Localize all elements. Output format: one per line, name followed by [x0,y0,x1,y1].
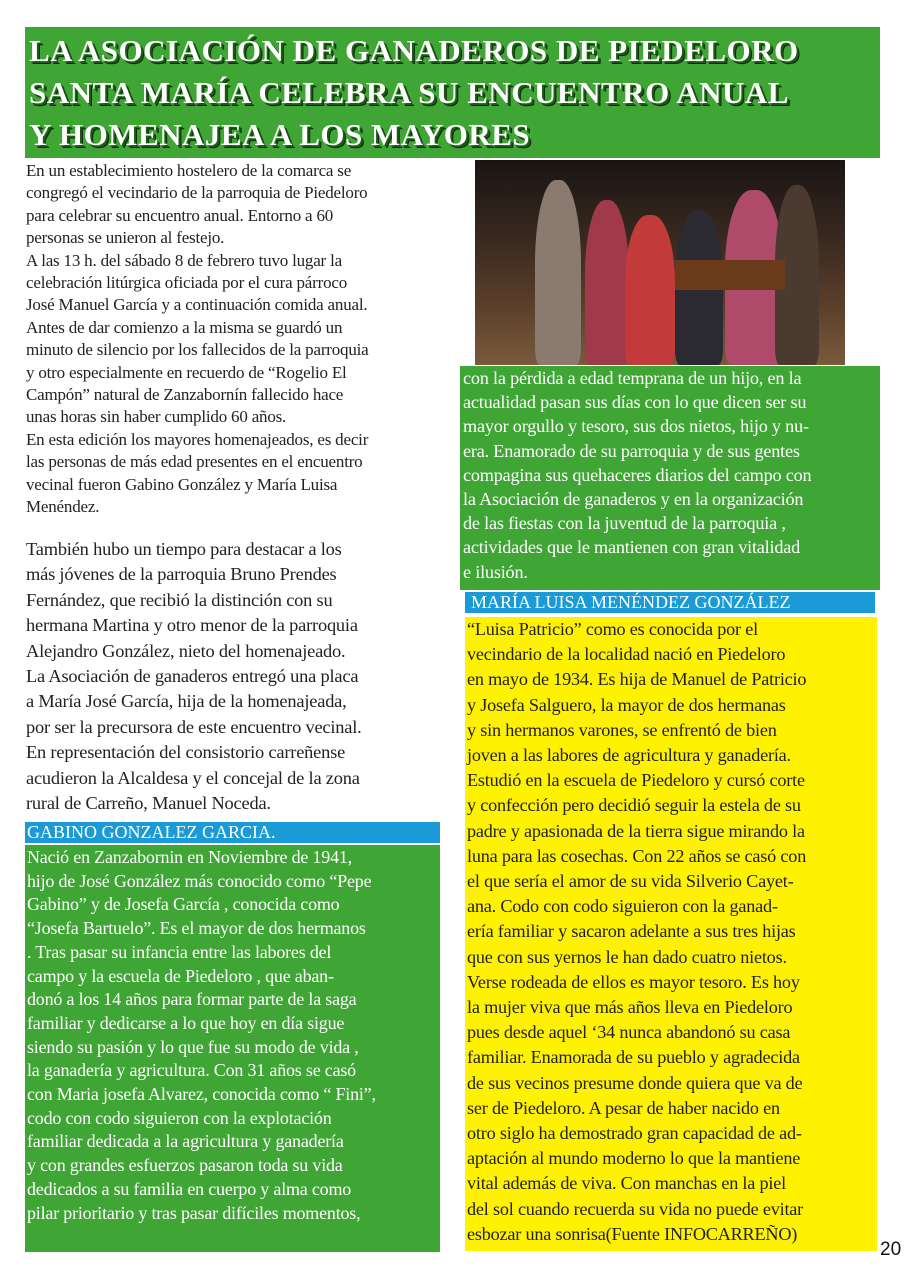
intro-line: por ser la precursora de este encuentro vecinal. [26,716,362,737]
intro-line: Menéndez. [26,497,100,517]
gabino-heading: GABINO GONZALEZ GARCIA. [25,822,440,843]
gabino-bio-continued [460,366,880,590]
gabino-bio-line: compagina sus quehaceres diarios del campo con [463,464,812,485]
gabino-bio-line: familiar dedicada a la agricultura y ganadería [27,1131,344,1152]
gabino-bio-line: la Asociación de ganaderos y en la organización [463,489,804,510]
intro-line: La Asociación de ganaderos entregó una placa [26,666,359,687]
gabino-bio-line: codo con codo siguieron con la explotación [27,1107,332,1128]
intro-line: Alejandro González, nieto del homenajeado. [26,640,346,661]
intro-line: y otro especialmente en recuerdo de “Rogelio El [26,362,347,382]
maria-bio-line: Verse rodeada de ellos es mayor tesoro. Es hoy [467,971,800,992]
intro-line: vecinal fueron Gabino González y María Luisa [26,474,338,494]
maria-bio-line: familiar. Enamorada de su pueblo y agradecida [467,1047,800,1068]
maria-bio-line: aptación al mundo moderno lo que la mantiene [467,1148,801,1169]
gabino-bio-line: con la pérdida a edad temprana de un hijo, en la [463,368,802,388]
gabino-bio-line: con Maria josefa Alvarez, conocida como “ Fini”, [27,1084,376,1105]
maria-bio-line: el que sería el amor de su vida Silverio Cayet- [467,871,794,892]
intro-line: Fernández, que recibió la distinción con su [26,589,333,610]
title-line: LA ASOCIACIÓN DE GANADEROS DE PIEDELORO [29,33,799,68]
gabino-bio-line: Gabino” y de Josefa García , conocida como [27,894,340,915]
intro-line: hermana Martina y otro menor de la parroquia [26,615,358,636]
maria-bio-line: otro siglo ha demostrado gran capacidad de ad- [467,1123,802,1144]
intro-line: a María José García, hija de la homenajeada, [26,691,347,712]
article-title-banner [25,27,880,158]
maria-bio-line: pues desde aquel ‘34 nunca abandonó su casa [467,1022,791,1043]
gabino-bio-line: la ganadería y agricultura. Con 31 años se casó [27,1060,356,1081]
gabino-bio-line: de las fiestas con la juventud de la parroquia , [463,513,786,534]
intro-line: A las 13 h. del sábado 8 de febrero tuvo lugar la [26,250,342,270]
maria-bio-line: vecindario de la localidad nació en Piedeloro [467,644,786,665]
intro-line: Antes de dar comienzo a la misma se guardó un [26,317,343,337]
intro-line: En un establecimiento hostelero de la comarca se [26,161,352,180]
maria-bio [465,617,877,1251]
event-photo [475,160,845,365]
gabino-bio-line: donó a los 14 años para formar parte de la saga [27,989,357,1010]
intro-line: En representación del consistorio carreñense [26,742,346,763]
gabino-bio-line: campo y la escuela de Piedeloro , que aban- [27,965,334,986]
maria-bio-line: que con sus yernos le han dado cuatro nietos. [467,946,787,967]
gabino-bio [25,845,440,1252]
maria-bio-line: “Luisa Patricio” como es conocida por el [467,619,758,639]
gabino-bio-line: familiar y dedicarse a lo que hoy en día sigue [27,1012,345,1033]
maria-bio-line: de sus vecinos presume donde quiera que va de [467,1072,803,1093]
maria-bio-line: luna para las cosechas. Con 22 años se casó con [467,845,807,866]
maria-bio-line: la mujer viva que más años lleva en Piedeloro [467,997,793,1018]
maria-bio-line: esbozar una sonrisa(Fuente INFOCARREÑO) [467,1223,798,1244]
maria-bio-line: y confección pero decidió seguir la estela de su [467,795,801,816]
gabino-bio-line: e ilusión. [463,561,528,582]
intro-line: unas horas sin haber cumplido 60 años. [26,407,287,427]
intro-line: personas se unieron al festejo. [26,228,225,248]
intro-line: También hubo un tiempo para destacar a los [26,539,342,559]
intro-line: José Manuel García y a continuación comida anual. [26,295,368,315]
maria-bio-line: y Josefa Salguero, la mayor de dos hermanas [467,694,786,715]
maria-bio-line: Estudió en la escuela de Piedeloro y cursó corte [467,770,805,791]
gabino-bio-line: Nació en Zanzabornin en Noviembre de 1941, [27,847,352,867]
page-number: 20 [880,1239,902,1260]
maria-bio-line: vital además de viva. Con manchas en la piel [467,1173,786,1194]
maria-bio-line: ser de Piedeloro. A pesar de haber nacido en [467,1097,780,1118]
intro-line: En esta edición los mayores homenajeados, es decir [26,429,369,449]
intro-line: acudieron la Alcaldesa y el concejal de la zona [26,767,360,788]
maria-bio-line: y sin hermanos varones, se enfrentó de bien [467,719,777,740]
intro-line: rural de Carreño, Manuel Noceda. [26,793,271,814]
gabino-bio-line: dedicados a su familia en cuerpo y alma como [27,1178,352,1199]
intro-line: minuto de silencio por los fallecidos de la parroquia [26,340,369,360]
gabino-bio-line: pilar prioritario y tras pasar difíciles momentos, [27,1202,361,1223]
maria-heading: MARÍA LUISA MENÉNDEZ GONZÁLEZ [465,592,875,613]
title-line: Y HOMENAJEA A LOS MAYORES [29,117,531,152]
intro-line: celebración litúrgica oficiada por el cura párroco [26,273,348,293]
gabino-bio-line: y con grandes esfuerzos pasaron toda su vida [27,1155,343,1176]
gabino-bio-line: era. Enamorado de su parroquia y de sus gentes [463,440,800,461]
gabino-bio-line: actualidad pasan sus días con lo que dicen ser su [463,392,807,413]
gabino-bio-line: actividades que le mantienen con gran vitalidad [463,537,801,558]
title-line: SANTA MARÍA CELEBRA SU ENCUENTRO ANUAL [29,75,789,110]
maria-bio-line: del sol cuando recuerda su vida no puede evitar [467,1198,804,1219]
intro-line: más jóvenes de la parroquia Bruno Prendes [26,564,337,585]
maria-bio-line: padre y apasionada de la tierra sigue mirando la [467,820,805,841]
maria-bio-line: joven a las labores de agricultura y ganadería. [467,745,791,766]
gabino-bio-line: siendo su pasión y lo que fue su modo de vida , [27,1036,359,1057]
gabino-bio-line: mayor orgullo y tesoro, sus dos nietos, hijo y nu- [463,416,809,437]
intro-line: congregó el vecindario de la parroquia de Piedeloro [26,183,368,203]
intro-paragraph-2 [26,537,362,816]
maria-bio-line: ería familiar y sacaron adelante a sus tres hijas [467,921,796,942]
gabino-bio-line: . Tras pasar su infancia entre las labores del [27,941,332,962]
maria-bio-line: ana. Codo con codo siguieron con la ganad- [467,896,778,917]
intro-paragraph [26,160,369,519]
gabino-bio-line: “Josefa Bartuelo”. Es el mayor de dos hermanos [27,918,366,939]
maria-bio-line: en mayo de 1934. Es hija de Manuel de Patricio [467,669,807,690]
intro-line: las personas de más edad presentes en el encuentro [26,452,363,472]
intro-line: para celebrar su encuentro anual. Entorno a 60 [26,205,334,225]
gabino-bio-line: hijo de José González más conocido como “Pepe [27,870,372,891]
intro-line: Campón” natural de Zanzabornín fallecido hace [26,385,344,405]
